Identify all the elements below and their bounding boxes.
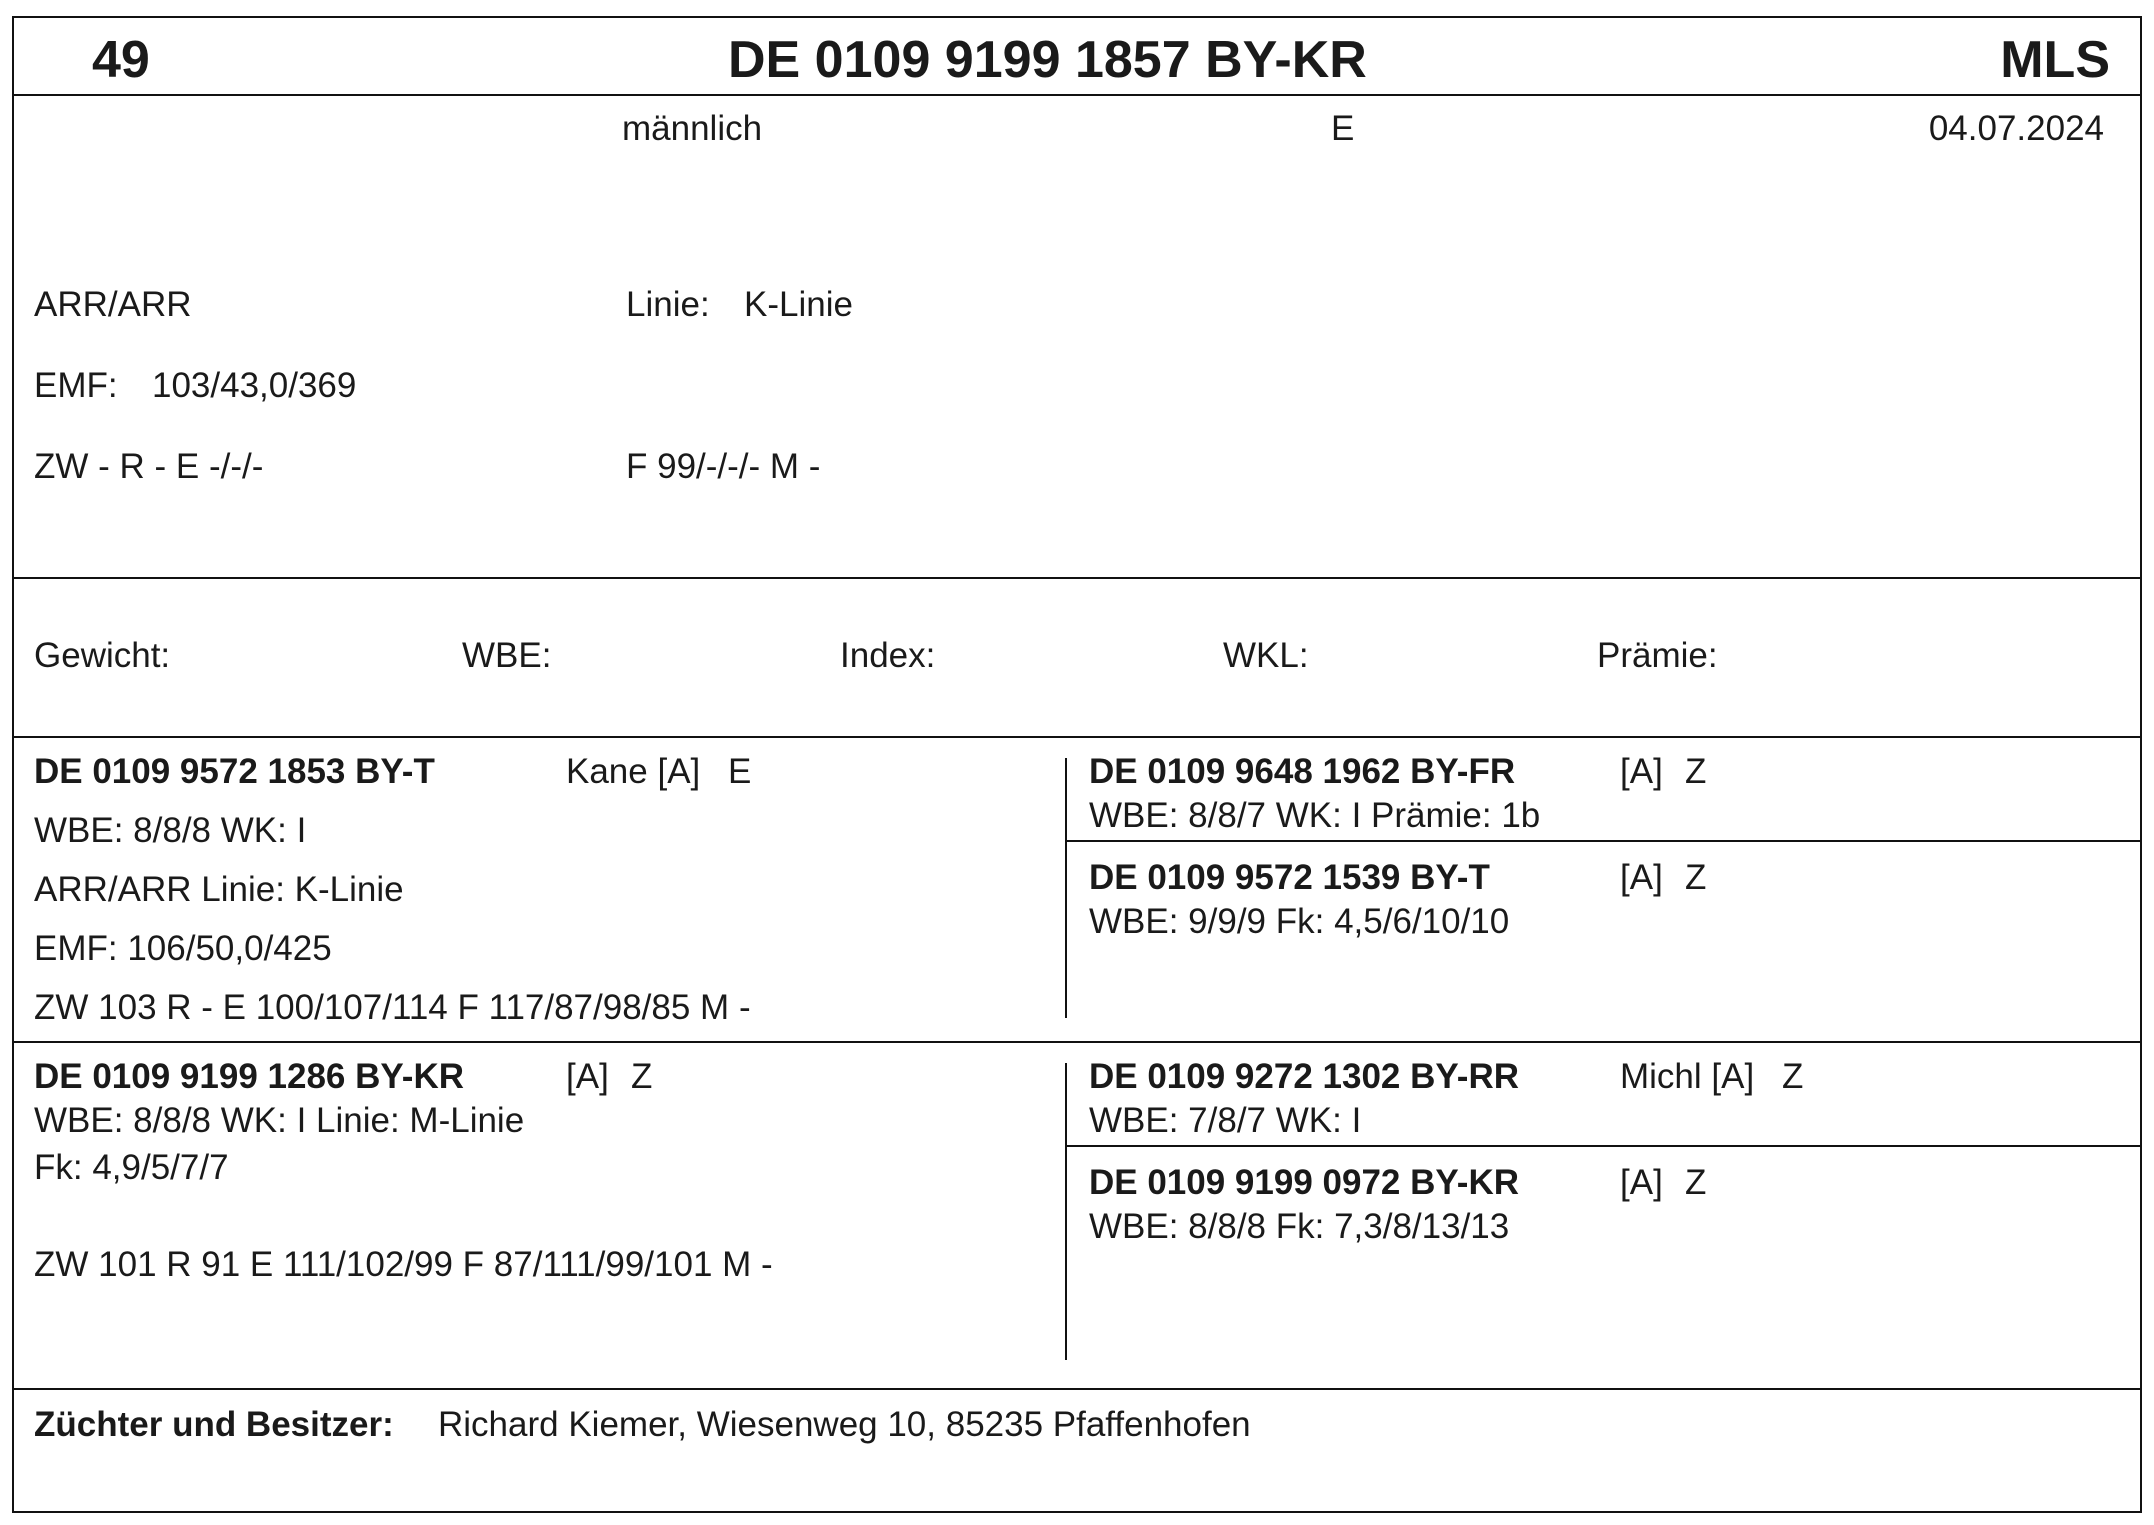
dam-tag: [A] (566, 1057, 609, 1096)
dam-line-3: ZW 101 R 91 E 111/102/99 F 87/111/99/101 M - (34, 1245, 773, 1284)
divider-dam-grandparents (1067, 1145, 2142, 1147)
dam-sire-id: DE 0109 9272 1302 BY-RR (1089, 1057, 1519, 1096)
sire-sire-id: DE 0109 9648 1962 BY-FR (1089, 752, 1516, 791)
sire-line-3: EMF: 106/50,0/425 (34, 929, 332, 968)
divider-header (12, 94, 2142, 96)
praemie-label: Prämie: (1597, 636, 1718, 675)
divider-footer (12, 1388, 2142, 1390)
dam-sire-grade: Z (1782, 1057, 1804, 1096)
index-label: Index: (840, 636, 936, 675)
sire-sire-tag: [A] (1620, 752, 1663, 791)
arr-genotype: ARR/ARR (34, 285, 192, 324)
breed-code: MLS (2000, 31, 2110, 89)
breeder-owner-label: Züchter und Besitzer: (34, 1405, 394, 1444)
sire-sire-grade: Z (1685, 752, 1707, 791)
sire-name: Kane [A] (566, 752, 701, 791)
divider-details (12, 577, 2142, 579)
grade: E (1331, 109, 1355, 148)
dam-dam-tag: [A] (1620, 1163, 1663, 1202)
sire-dam-id: DE 0109 9572 1539 BY-T (1089, 858, 1490, 897)
sire-grade: E (728, 752, 752, 791)
sex: männlich (622, 109, 763, 148)
linie-value: K-Linie (744, 285, 853, 324)
linie-label: Linie: (626, 285, 710, 324)
wbe-label: WBE: (462, 636, 552, 675)
sire-sire-line-1: WBE: 8/8/7 WK: I Prämie: 1b (1089, 796, 1541, 835)
divider-sire-column (1065, 758, 1067, 1018)
divider-sire-grandparents (1067, 840, 2142, 842)
dam-sire-line-1: WBE: 7/8/7 WK: I (1089, 1101, 1362, 1140)
emf-value: 103/43,0/369 (152, 366, 357, 405)
dam-id: DE 0109 9199 1286 BY-KR (34, 1057, 464, 1096)
dam-sire-name: Michl [A] (1620, 1057, 1755, 1096)
emf-label: EMF: (34, 366, 118, 405)
dam-dam-line-1: WBE: 8/8/8 Fk: 7,3/8/13/13 (1089, 1207, 1510, 1246)
divider-metrics (12, 736, 2142, 738)
dam-dam-id: DE 0109 9199 0972 BY-KR (1089, 1163, 1519, 1202)
sire-line-4: ZW 103 R - E 100/107/114 F 117/87/98/85 M - (34, 988, 751, 1027)
dam-line-1: WBE: 8/8/8 WK: I Linie: M-Linie (34, 1101, 525, 1140)
wkl-label: WKL: (1223, 636, 1309, 675)
f-values: F 99/-/-/- M - (626, 447, 821, 486)
dam-dam-grade: Z (1685, 1163, 1707, 1202)
sire-dam-tag: [A] (1620, 858, 1663, 897)
dam-grade: Z (631, 1057, 653, 1096)
date: 04.07.2024 (1928, 109, 2104, 148)
dam-line-2: Fk: 4,9/5/7/7 (34, 1148, 229, 1187)
catalog-number: 49 (92, 31, 150, 89)
sire-line-2: ARR/ARR Linie: K-Linie (34, 870, 404, 909)
sire-dam-line-1: WBE: 9/9/9 Fk: 4,5/6/10/10 (1089, 902, 1510, 941)
sire-line-1: WBE: 8/8/8 WK: I (34, 811, 307, 850)
zw-values: ZW - R - E -/-/- (34, 447, 264, 486)
sire-dam-grade: Z (1685, 858, 1707, 897)
divider-pedigree (12, 1041, 2142, 1043)
divider-dam-column (1065, 1063, 1067, 1360)
animal-id: DE 0109 9199 1857 BY-KR (728, 31, 1367, 89)
gewicht-label: Gewicht: (34, 636, 171, 675)
sire-id: DE 0109 9572 1853 BY-T (34, 752, 435, 791)
breeder-owner-value: Richard Kiemer, Wiesenweg 10, 85235 Pfaffenhofen (438, 1405, 1251, 1444)
